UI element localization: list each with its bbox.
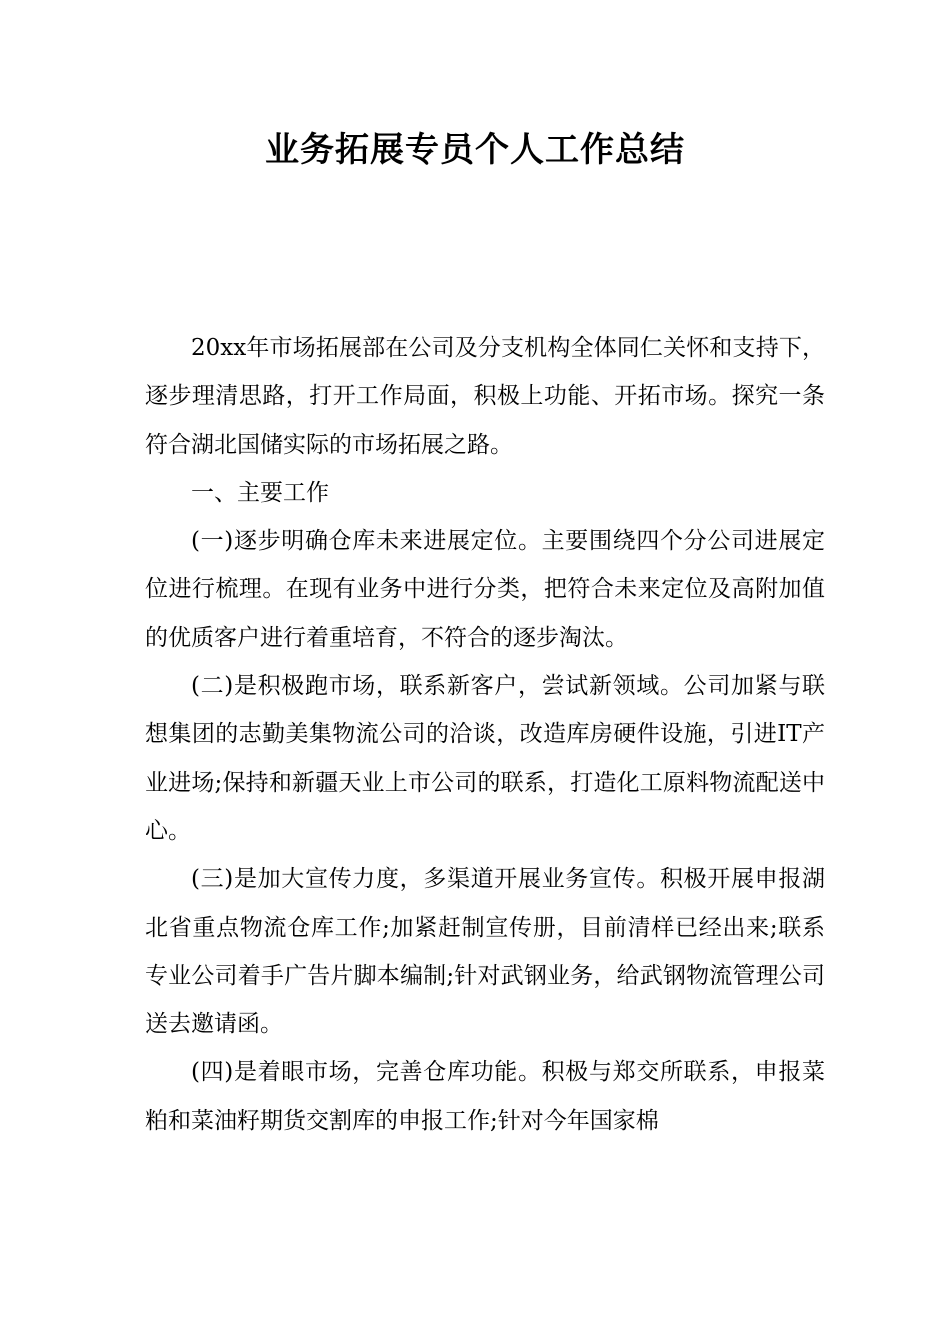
paragraph-intro: 20xx年市场拓展部在公司及分支机构全体同仁关怀和支持下，逐步理清思路，打开工作局面，积极上功能、开拓市场。探究一条符合湖北国储实际的市场拓展之路。 bbox=[145, 335, 825, 458]
document-title: 业务拓展专员个人工作总结 bbox=[265, 130, 685, 170]
section-heading-main-work: 一、主要工作 bbox=[191, 479, 329, 506]
paragraph-item-2: (二)是积极跑市场，联系新客户，尝试新领域。公司加紧与联想集团的志勤美集物流公司的洽谈，改造库房硬件设施，引进IT产业进场;保持和新疆天业上市公司的联系，打造化工原料物流配送中心。 bbox=[145, 673, 825, 844]
paragraph-item-4: (四)是着眼市场，完善仓库功能。积极与郑交所联系，申报菜粕和菜油籽期货交割库的申报工作;针对今年国家棉 bbox=[145, 1059, 825, 1134]
paragraph-item-1: (一)逐步明确仓库未来进展定位。主要围绕四个分公司进展定位进行梳理。在现有业务中进行分类，把符合未来定位及高附加值的优质客户进行着重培育，不符合的逐步淘汰。 bbox=[145, 528, 825, 651]
document-body bbox=[145, 324, 825, 1145]
paragraph-item-3: (三)是加大宣传力度，多渠道开展业务宣传。积极开展申报湖北省重点物流仓库工作;加紧赶制宣传册，目前清样已经出来;联系专业公司着手广告片脚本编制;针对武钢业务，给武钢物流管理公司送去邀请函。 bbox=[145, 866, 825, 1038]
